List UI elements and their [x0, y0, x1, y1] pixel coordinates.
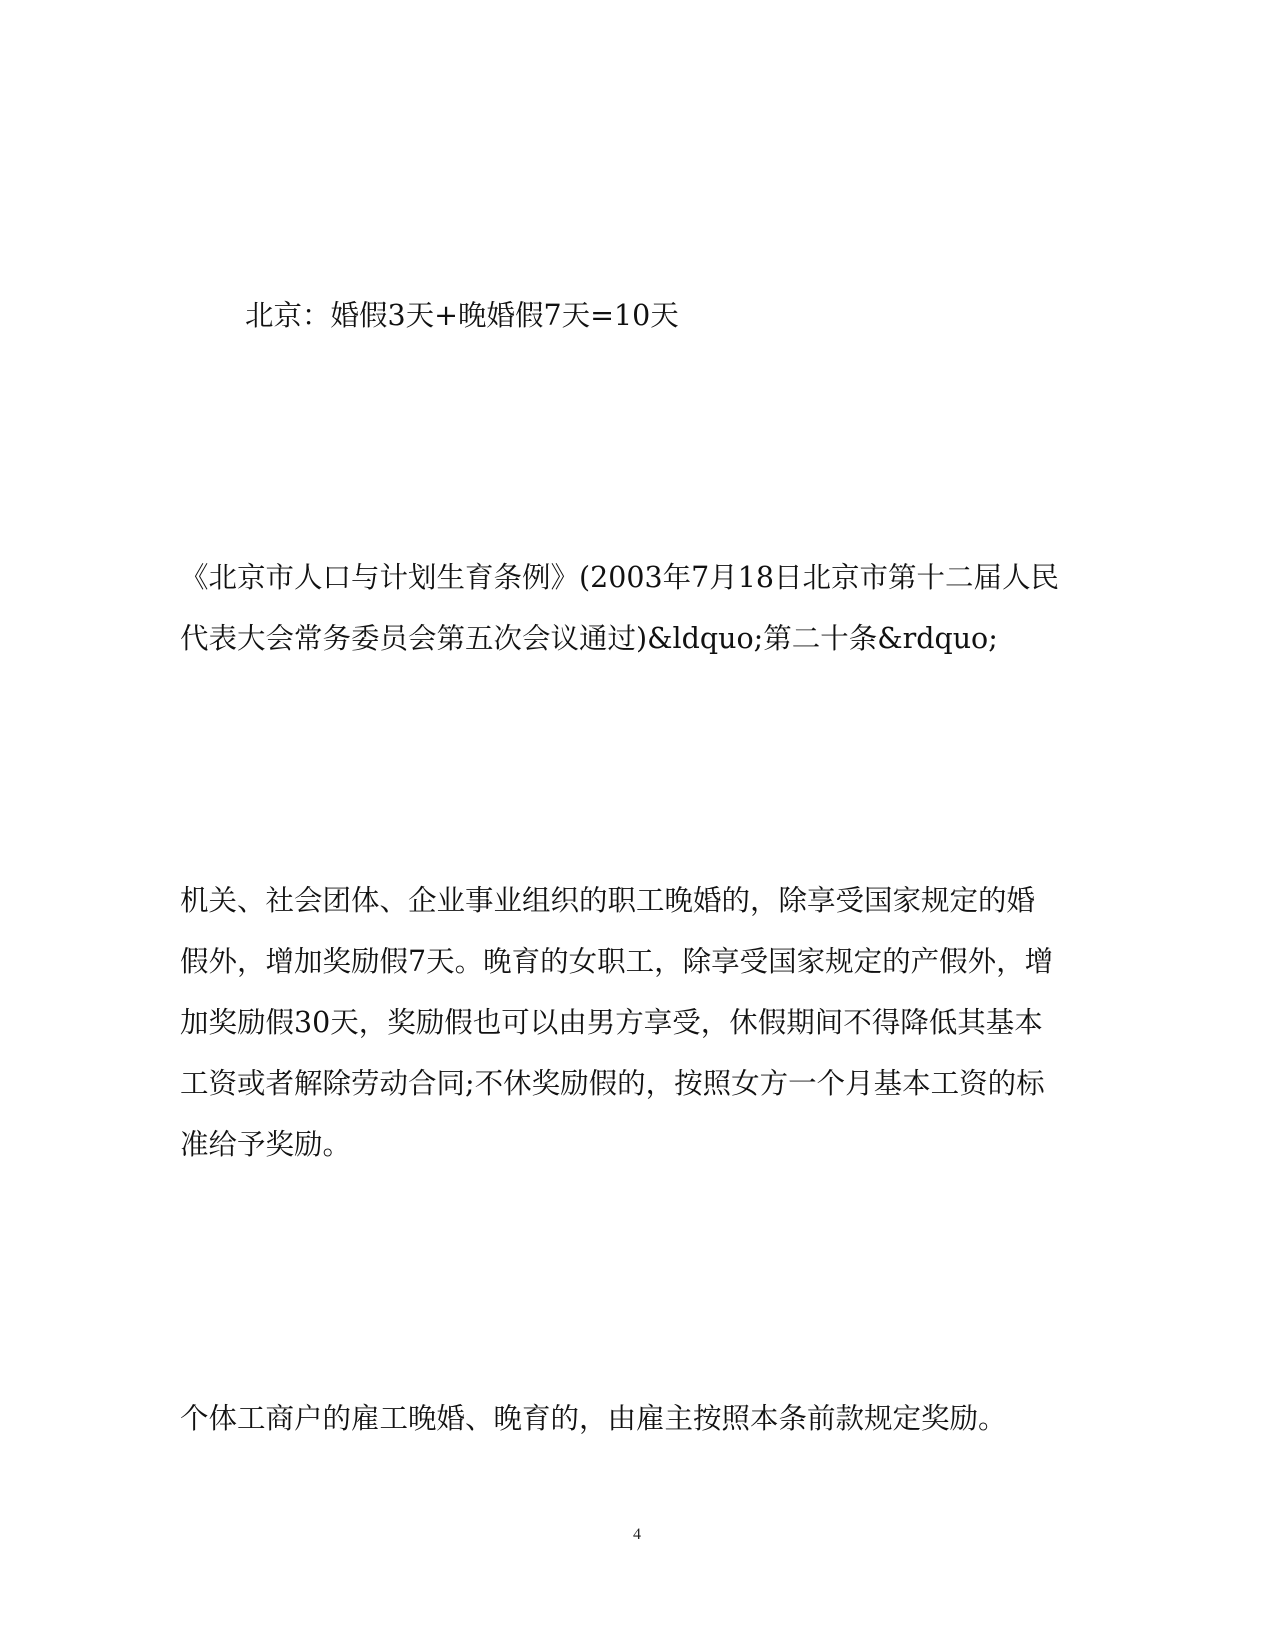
text-line: 准给予奖励。	[180, 1128, 352, 1161]
text-line: 个体工商户的雇工晚婚、晚育的，由雇主按照本条前款规定奖励。	[180, 1402, 1007, 1435]
page-number: 4	[633, 1526, 641, 1543]
text-line: 工资或者解除劳动合同;不休奖励假的，按照女方一个月基本工资的标	[180, 1067, 1045, 1100]
text-line: 《北京市人口与计划生育条例》(2003年7月18日北京市第十二届人民	[180, 561, 1060, 594]
text-line: 假外，增加奖励假7天。晚育的女职工，除享受国家规定的产假外，增	[180, 945, 1054, 978]
paragraph-beijing-leave-summary	[245, 285, 1125, 346]
paragraph-regulation-citation	[180, 547, 1060, 669]
paragraph-reward-leave-rules	[180, 870, 1060, 1175]
text-line: 机关、社会团体、企业事业组织的职工晚婚的，除享受国家规定的婚	[180, 884, 1036, 917]
text-line: 加奖励假30天，奖励假也可以由男方享受，休假期间不得降低其基本	[180, 1006, 1043, 1039]
text-line: 北京：婚假3天+晚婚假7天=10天	[245, 299, 679, 332]
text-line: 代表大会常务委员会第五次会议通过)&ldquo;第二十条&rdquo;	[180, 622, 998, 655]
paragraph-individual-business-rule	[180, 1388, 1060, 1449]
